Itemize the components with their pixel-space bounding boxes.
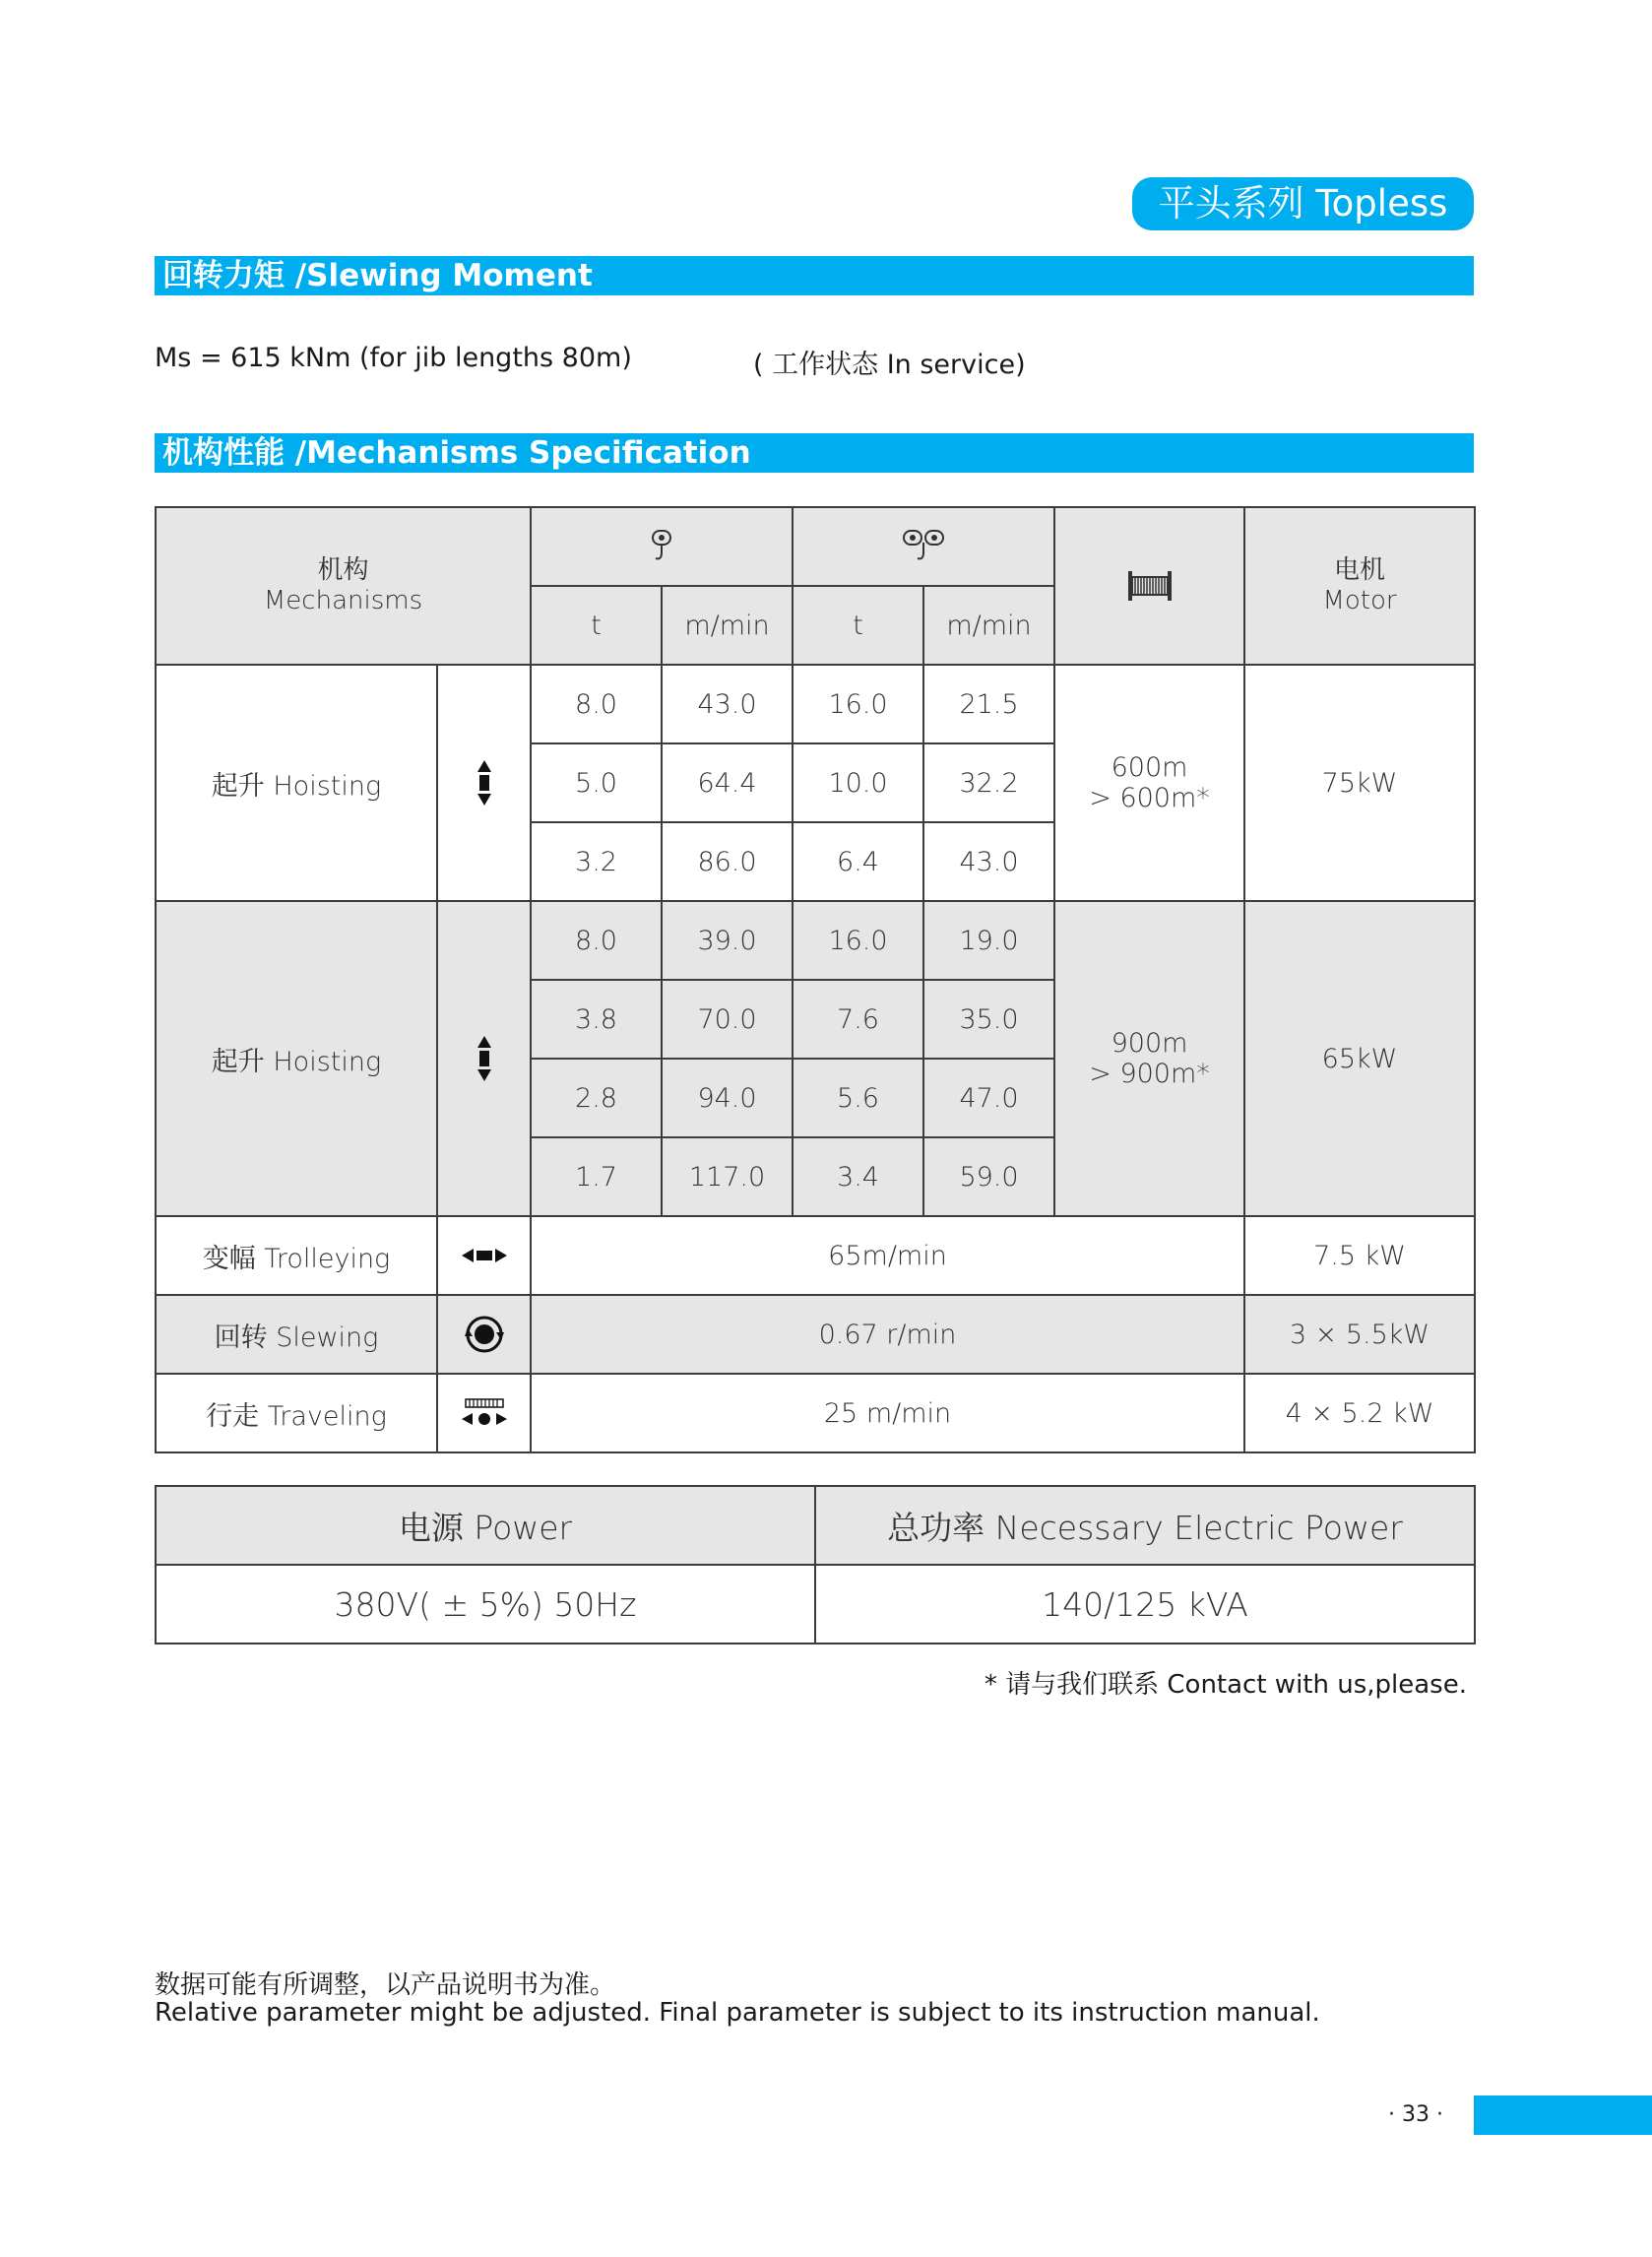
disclaimer-cn: 数据可能有所调整，以产品说明书为准。 (155, 1970, 616, 2000)
load-double: 16.0 (793, 901, 923, 980)
rope-capacity-line1: 600m (1111, 752, 1188, 783)
trolleying-speed: 65m/min (531, 1216, 1244, 1295)
load-single: 3.2 (531, 822, 662, 901)
hoisting-label: 起升 Hoisting (156, 901, 437, 1216)
speed-single: 39.0 (662, 901, 793, 980)
load-single: 8.0 (531, 901, 662, 980)
rope-capacity-line1: 900m (1111, 1028, 1188, 1059)
mechanisms-header (156, 507, 531, 665)
series-badge: 平头系列 Topless (1132, 177, 1474, 230)
traveling-label: 行走 Traveling (156, 1374, 437, 1452)
col-load-double: t (793, 586, 923, 665)
speed-double: 21.5 (923, 665, 1054, 743)
load-double: 7.6 (793, 980, 923, 1059)
speed-single: 64.4 (662, 743, 793, 822)
disclaimer-en: Relative parameter might be adjusted. Final parameter is subject to its instruction manual. (155, 1998, 1320, 2028)
table-row (156, 665, 1475, 743)
page-accent-bar (1474, 2096, 1652, 2135)
speed-single: 43.0 (662, 665, 793, 743)
mechanisms-section-title: 机构性能 /Mechanisms Specification (155, 433, 1474, 473)
rope-drum-icon (1126, 567, 1174, 605)
mechanisms-header-cn: 机构 (317, 555, 369, 585)
mechanisms-header-en: Mechanisms (263, 586, 423, 615)
slewing-speed: 0.67 r/min (531, 1295, 1244, 1374)
power-table (155, 1485, 1476, 1644)
traveling-motor: 4 × 5.2 kW (1244, 1374, 1475, 1452)
speed-double: 32.2 (923, 743, 1054, 822)
load-double: 3.4 (793, 1137, 923, 1216)
hoist-updown-icon (477, 760, 492, 806)
rope-capacity-line2: > 600m* (1089, 783, 1210, 813)
motor-header-en: Motor (1322, 586, 1397, 615)
speed-double: 43.0 (923, 822, 1054, 901)
total-power-header: 总功率 Necessary Electric Power (815, 1486, 1475, 1565)
speed-single: 117.0 (662, 1137, 793, 1216)
trolley-icon-cell (437, 1216, 531, 1295)
load-double: 5.6 (793, 1059, 923, 1137)
table-row (156, 901, 1475, 980)
rope-capacity-line2: > 900m* (1089, 1059, 1210, 1089)
contact-note: * 请与我们联系 Contact with us,please. (984, 1670, 1467, 1700)
trolley-arrows-icon (462, 1248, 507, 1263)
col-speed-double: m/min (923, 586, 1054, 665)
motor-header (1244, 507, 1475, 665)
speed-double: 19.0 (923, 901, 1054, 980)
slewing-icon-cell (437, 1295, 531, 1374)
speed-double: 59.0 (923, 1137, 1054, 1216)
speed-double: 35.0 (923, 980, 1054, 1059)
hoist-arrows-cell (437, 901, 531, 1216)
hoist-motor: 75kW (1244, 665, 1475, 901)
slewing-motor: 3 × 5.5kW (1244, 1295, 1475, 1374)
rope-capacity (1054, 665, 1244, 901)
table-row (156, 1374, 1475, 1452)
power-value: 380V( ± 5%) 50Hz (156, 1565, 815, 1644)
mechanisms-table (155, 506, 1476, 1453)
load-single: 3.8 (531, 980, 662, 1059)
load-double: 16.0 (793, 665, 923, 743)
table-row (156, 1295, 1475, 1374)
speed-double: 47.0 (923, 1059, 1054, 1137)
page-number: · 33 · (1388, 2102, 1443, 2127)
single-hook-header (531, 507, 793, 586)
rope-drum-header (1054, 507, 1244, 665)
speed-single: 94.0 (662, 1059, 793, 1137)
load-double: 10.0 (793, 743, 923, 822)
hoisting-label: 起升 Hoisting (156, 665, 437, 901)
single-hook-icon (647, 529, 676, 564)
col-load-single: t (531, 586, 662, 665)
slewing-section-title: 回转力矩 /Slewing Moment (155, 256, 1474, 295)
motor-header-cn: 电机 (1334, 555, 1386, 585)
power-header: 电源 Power (156, 1486, 815, 1565)
load-double: 6.4 (793, 822, 923, 901)
hoist-motor: 65kW (1244, 901, 1475, 1216)
load-single: 2.8 (531, 1059, 662, 1137)
rope-capacity (1054, 901, 1244, 1216)
load-single: 5.0 (531, 743, 662, 822)
table-row (156, 1216, 1475, 1295)
slewing-label: 回转 Slewing (156, 1295, 437, 1374)
trolleying-motor: 7.5 kW (1244, 1216, 1475, 1295)
load-single: 1.7 (531, 1137, 662, 1216)
hoist-arrows-cell (437, 665, 531, 901)
load-single: 8.0 (531, 665, 662, 743)
speed-single: 70.0 (662, 980, 793, 1059)
traveling-speed: 25 m/min (531, 1374, 1244, 1452)
service-state: ( 工作状态 In service) (753, 350, 1026, 380)
total-power-value: 140/125 kVA (815, 1565, 1475, 1644)
speed-single: 86.0 (662, 822, 793, 901)
slewing-circle-icon (465, 1315, 504, 1354)
double-hook-header (793, 507, 1054, 586)
traveling-icon-cell (437, 1374, 531, 1452)
slewing-moment-value: Ms = 615 kNm (for jib lengths 80m) (155, 343, 632, 373)
traveling-rail-icon (462, 1398, 507, 1428)
double-hook-icon (902, 529, 945, 564)
trolleying-label: 变幅 Trolleying (156, 1216, 437, 1295)
hoist-updown-icon (477, 1036, 492, 1081)
col-speed-single: m/min (662, 586, 793, 665)
